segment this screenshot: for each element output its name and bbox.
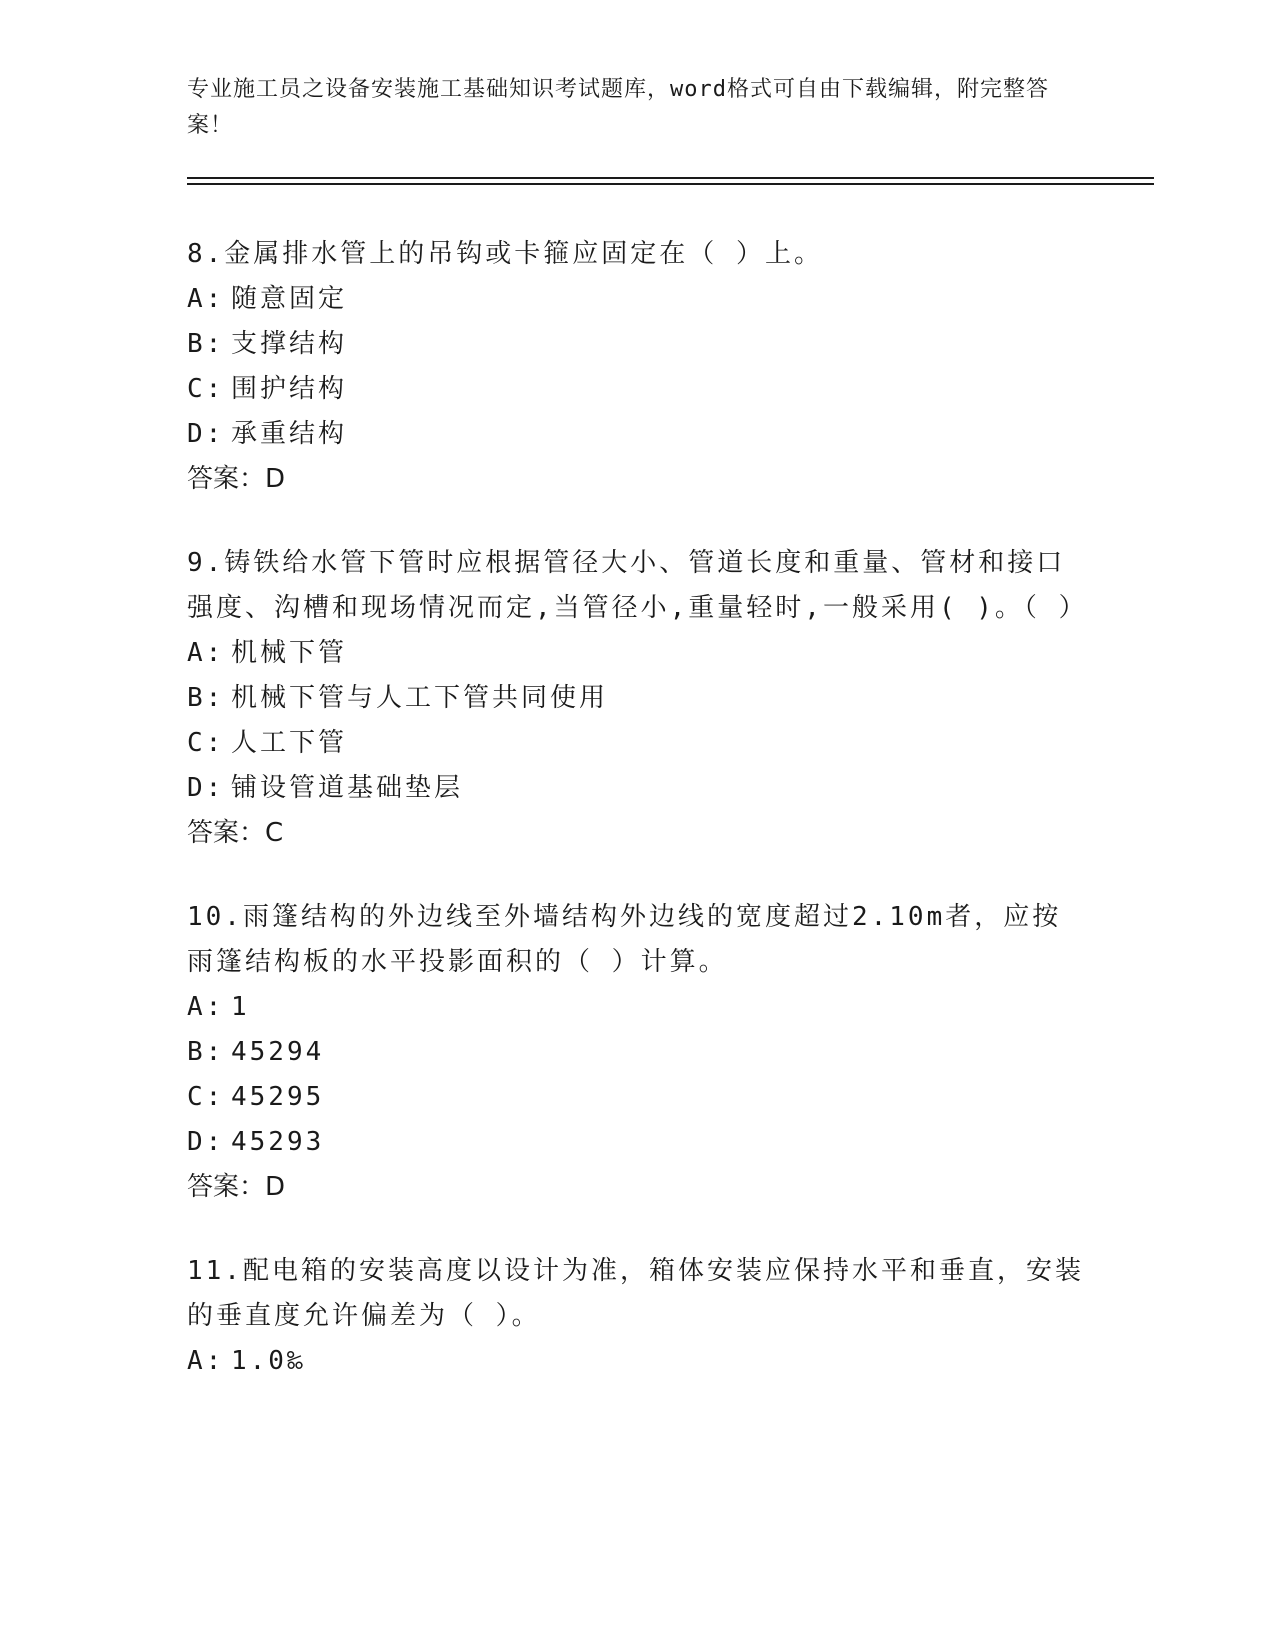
option-letter: A: bbox=[187, 638, 225, 668]
option-letter: D: bbox=[187, 1127, 225, 1157]
option-b bbox=[187, 322, 1087, 367]
question-stem: 10.雨篷结构的外边线至外墙结构外边线的宽度超过2.10m者，应按雨篷结构板的水平投影面积的（ ）计算。 bbox=[187, 902, 1062, 977]
option-c bbox=[187, 721, 1087, 766]
option-text: 围护结构 bbox=[231, 374, 348, 404]
option-text: 机械下管 bbox=[231, 638, 348, 668]
question-9 bbox=[187, 541, 1087, 855]
option-text: 承重结构 bbox=[231, 419, 348, 449]
option-d bbox=[187, 766, 1087, 811]
option-text: 随意固定 bbox=[231, 284, 348, 314]
option-d bbox=[187, 1120, 1087, 1165]
option-c bbox=[187, 1075, 1087, 1120]
option-text: 1.0‰ bbox=[231, 1346, 306, 1376]
header-divider-bottom bbox=[187, 183, 1154, 185]
option-letter: C: bbox=[187, 374, 225, 404]
option-letter: B: bbox=[187, 1037, 225, 1067]
option-letter: A: bbox=[187, 992, 225, 1022]
option-letter: C: bbox=[187, 728, 225, 758]
option-text: 机械下管与人工下管共同使用 bbox=[231, 683, 609, 713]
answer-line: 答案：D bbox=[187, 464, 286, 494]
option-text: 铺设管道基础垫层 bbox=[231, 773, 464, 803]
question-stem: 8.金属排水管上的吊钩或卡箍应固定在（ ）上。 bbox=[187, 239, 823, 269]
option-a bbox=[187, 985, 1087, 1030]
option-letter: C: bbox=[187, 1082, 225, 1112]
option-d bbox=[187, 412, 1087, 457]
option-a bbox=[187, 277, 1087, 322]
document-header-note: 专业施工员之设备安装施工基础知识考试题库，word格式可自由下载编辑，附完整答案！ bbox=[187, 77, 1049, 138]
option-letter: A: bbox=[187, 284, 225, 314]
answer-line: 答案：D bbox=[187, 1172, 286, 1202]
option-letter: B: bbox=[187, 683, 225, 713]
question-8 bbox=[187, 232, 1087, 501]
option-b bbox=[187, 676, 1087, 721]
question-stem: 9.铸铁给水管下管时应根据管径大小、管道长度和重量、管材和接口强度、沟槽和现场情况而定,当管径小,重量轻时,一般采用( )。（ ） bbox=[187, 548, 1088, 623]
question-11 bbox=[187, 1249, 1087, 1384]
option-text: 45294 bbox=[231, 1037, 325, 1067]
option-c bbox=[187, 367, 1087, 412]
option-text: 45293 bbox=[231, 1127, 325, 1157]
answer-line: 答案：C bbox=[187, 818, 284, 848]
option-a bbox=[187, 631, 1087, 676]
option-text: 45295 bbox=[231, 1082, 325, 1112]
option-a bbox=[187, 1339, 1087, 1384]
option-letter: A: bbox=[187, 1346, 225, 1376]
option-b bbox=[187, 1030, 1087, 1075]
question-stem: 11.配电箱的安装高度以设计为准，箱体安装应保持水平和垂直，安装的垂直度允许偏差为（ ）。 bbox=[187, 1256, 1084, 1331]
question-10 bbox=[187, 895, 1087, 1209]
option-text: 1 bbox=[231, 992, 250, 1022]
question-list bbox=[187, 232, 1087, 1424]
option-letter: B: bbox=[187, 329, 225, 359]
option-letter: D: bbox=[187, 419, 225, 449]
header-divider-top bbox=[187, 177, 1154, 179]
option-text: 支撑结构 bbox=[231, 329, 348, 359]
option-letter: D: bbox=[187, 773, 225, 803]
option-text: 人工下管 bbox=[231, 728, 348, 758]
